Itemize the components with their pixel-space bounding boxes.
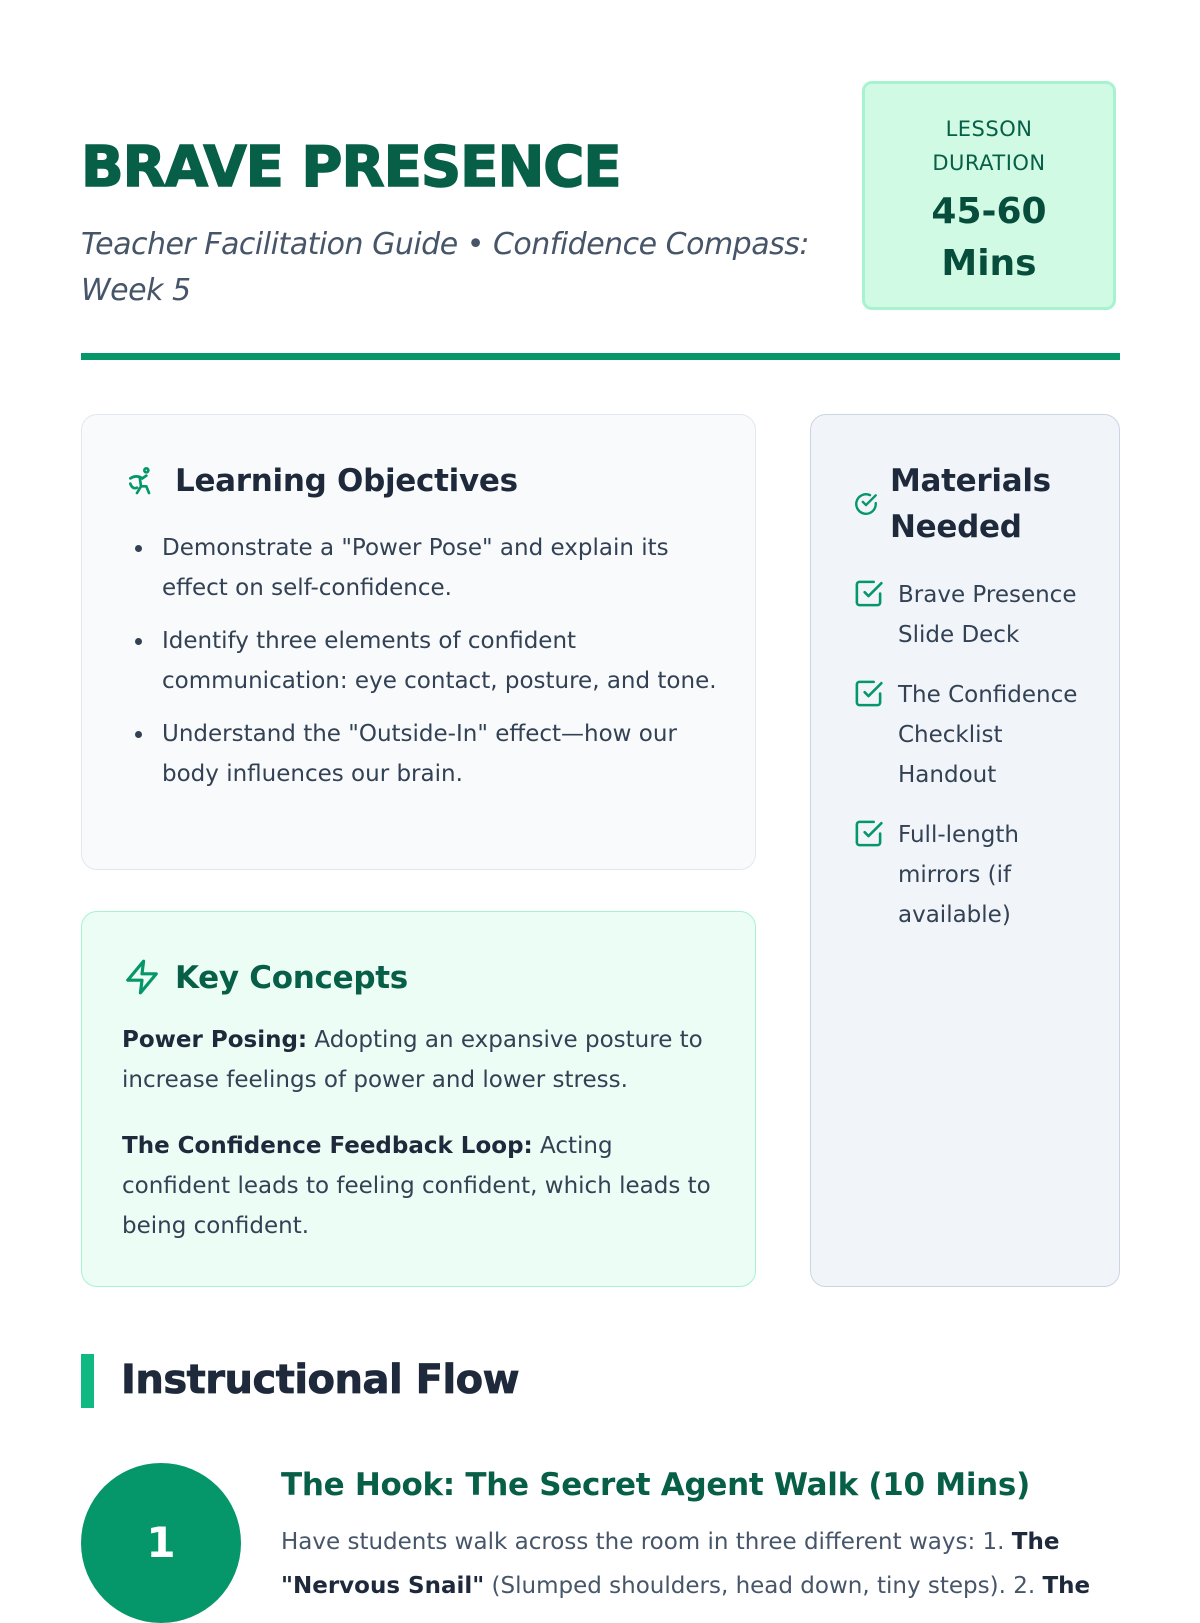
material-label: Full-length mirrors (if available) [898,822,1019,928]
square-check-icon [853,578,884,609]
concept-term: Power Posing: [122,1027,308,1053]
lightning-icon [123,957,161,997]
material-label: The Confidence Checklist Handout [898,682,1078,788]
duration-label: LESSON DURATION [932,117,1046,175]
key-concepts-card [81,911,756,1287]
lesson-header [81,0,1120,360]
list-item [853,675,1103,795]
step-desc-emphasis: The [1042,1573,1091,1599]
lesson-subtitle: Teacher Facilitation Guide • Confidence Compass: Week 5 [81,227,809,308]
section-accent-bar [81,1354,94,1408]
list-item: Demonstrate a "Power Pose" and explain its effect on self-confidence. [122,528,722,608]
yoga-pose-icon [125,464,157,498]
square-check-icon [853,818,884,849]
step-desc-text: Have students walk across the room in three different ways: 1. [281,1529,1012,1555]
step-desc-text: (Slumped shoulders, head down, tiny steps). 2. [484,1573,1043,1599]
square-check-icon [853,678,884,709]
step-desc-emphasis: The "Nervous Snail" [281,1529,1060,1599]
concept-feedback-loop [122,1126,722,1246]
objectives-list [122,528,722,807]
header-divider [81,353,1120,360]
step-number-badge: 1 [81,1463,241,1623]
instructional-flow-heading: Instructional Flow [121,1357,520,1403]
materials-needed-heading: Materials Needed [890,463,1051,545]
circle-check-icon [853,491,879,517]
step-title: The Hook: The Secret Agent Walk (10 Mins) [281,1467,1030,1503]
concept-definition: Adopting an expansive posture to increase feelings of power and lower stress. [122,1027,703,1093]
learning-objectives-card [81,414,756,870]
lesson-duration-badge [862,81,1116,310]
list-item [853,815,1103,935]
concept-definition: Acting confident leads to feeling confident, which leads to being confident. [122,1133,711,1239]
list-item: Understand the "Outside-In" effect—how our body influences our brain. [122,714,722,794]
list-item: Identify three elements of confident communication: eye contact, posture, and tone. [122,621,722,701]
duration-value: 45-60 Mins [931,191,1047,284]
learning-objectives-heading: Learning Objectives [175,463,518,499]
lesson-plan-page [81,0,1120,1599]
list-item [853,575,1103,655]
concept-term: The Confidence Feedback Loop: [122,1133,533,1159]
key-concepts-heading: Key Concepts [175,960,408,996]
materials-list [853,575,1103,955]
lesson-title: BRAVE PRESENCE [81,135,621,200]
concept-power-posing [122,1020,722,1100]
material-label: Brave Presence Slide Deck [898,582,1077,648]
step-description [281,1520,1101,1608]
